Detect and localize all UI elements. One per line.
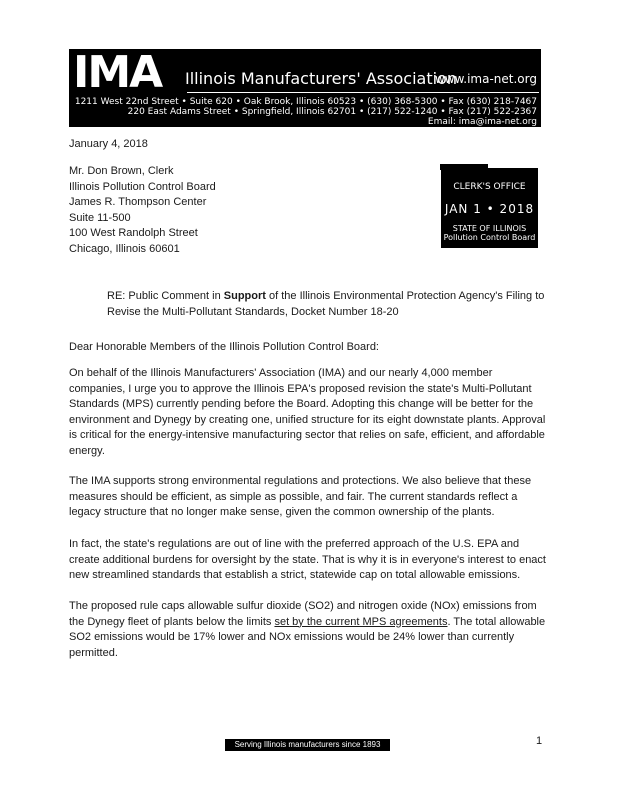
recipient-line: Suite 11-500 [69, 211, 131, 224]
letterhead [69, 49, 541, 127]
stamp-line: Pollution Control Board [443, 233, 536, 242]
stamp-agency [441, 224, 538, 242]
website-link[interactable]: www.ima-net.org [434, 72, 537, 86]
recipient-line: Illinois Pollution Control Board [69, 180, 216, 193]
subject-prefix: RE: Public Comment in [107, 290, 224, 302]
stamp-line: STATE OF ILLINOIS [452, 224, 527, 233]
recipient-line: James R. Thompson Center [69, 196, 207, 208]
email-address[interactable]: Email: ima@ima-net.org [427, 117, 537, 127]
org-name: Illinois Manufacturers' Association [185, 69, 457, 88]
ima-logo: IMA [73, 47, 162, 98]
letterhead-divider [187, 92, 539, 93]
paragraph-text: . The total allowable SO2 emissions would be 17% lower and NOx emissions would be 24% lower than currently permitted. [69, 615, 546, 659]
paragraph-text: The proposed rule caps allowable sulfur dioxide (SO2) and nitrogen oxide (NOx) emissions from the Dynegy fleet of plants below the limits [69, 600, 537, 628]
mps-agreements-link[interactable]: set by the current MPS agreements [274, 615, 448, 628]
page-number: 1 [536, 735, 543, 747]
recipient-line: Chicago, Illinois 60601 [69, 242, 180, 255]
recipient-line: 100 West Randolph Street [69, 227, 198, 239]
salutation: Dear Honorable Members of the Illinois Pollution Control Board: [69, 341, 379, 353]
address-springfield: 220 East Adams Street • Springfield, Illinois 62701 • (217) 522-1240 • Fax (217) 522-2367 [127, 107, 537, 117]
stamp-date: JAN 1 • 2018 [444, 202, 535, 216]
stamp-title: CLERK'S OFFICE [453, 182, 526, 192]
subject-suffix: of the Illinois Environmental Protection Agency's Filing to Revise the Multi-Pollutant Standards, Docket Number 18-20 [107, 290, 545, 318]
body-paragraph-2: The IMA supports strong environmental regulations and protections. We also believe that these measures should be efficient, as simple as possible, and fair. The current standards reflect a legacy structure that no longer make sense, given the common ownership of the plants. [69, 475, 532, 518]
body-paragraph-1: On behalf of the Illinois Manufacturers' Association (IMA) and our nearly 4,000 member companies, I urge you to approve the Illinois EPA's proposed revision the state's Multi-Pollutant Standards (MPS) currently pending before the Board. Adopting this change will be better for the environment and Dynegy by creating one, unified structure for its eight downstate plants. Approval is critical for the energy-intensive manufacturing sector that relies on safe, efficient, and affordable energy. [69, 367, 546, 457]
address-oak-brook: 1211 West 22nd Street • Suite 620 • Oak Brook, Illinois 60523 • (630) 368-5300 • Fax (630) 218-7467 [74, 97, 537, 107]
received-stamp [441, 168, 538, 248]
letter-date: January 4, 2018 [69, 138, 148, 150]
body-paragraph-3: In fact, the state's regulations are out of line with the preferred approach of the U.S. EPA and create additional burdens for oversight by the state. That is why it is in everyone's interest to enact new streamlined standards that establish a strict, statewide cap on total allowable emissions. [69, 538, 546, 581]
footer-tagline: Serving Illinois manufacturers since 1893 [225, 739, 390, 751]
subject-line [107, 289, 547, 320]
subject-bold: Support [223, 290, 266, 302]
recipient-block [69, 164, 216, 257]
body-paragraph-4 [69, 599, 547, 661]
recipient-line: Mr. Don Brown, Clerk [69, 165, 174, 177]
